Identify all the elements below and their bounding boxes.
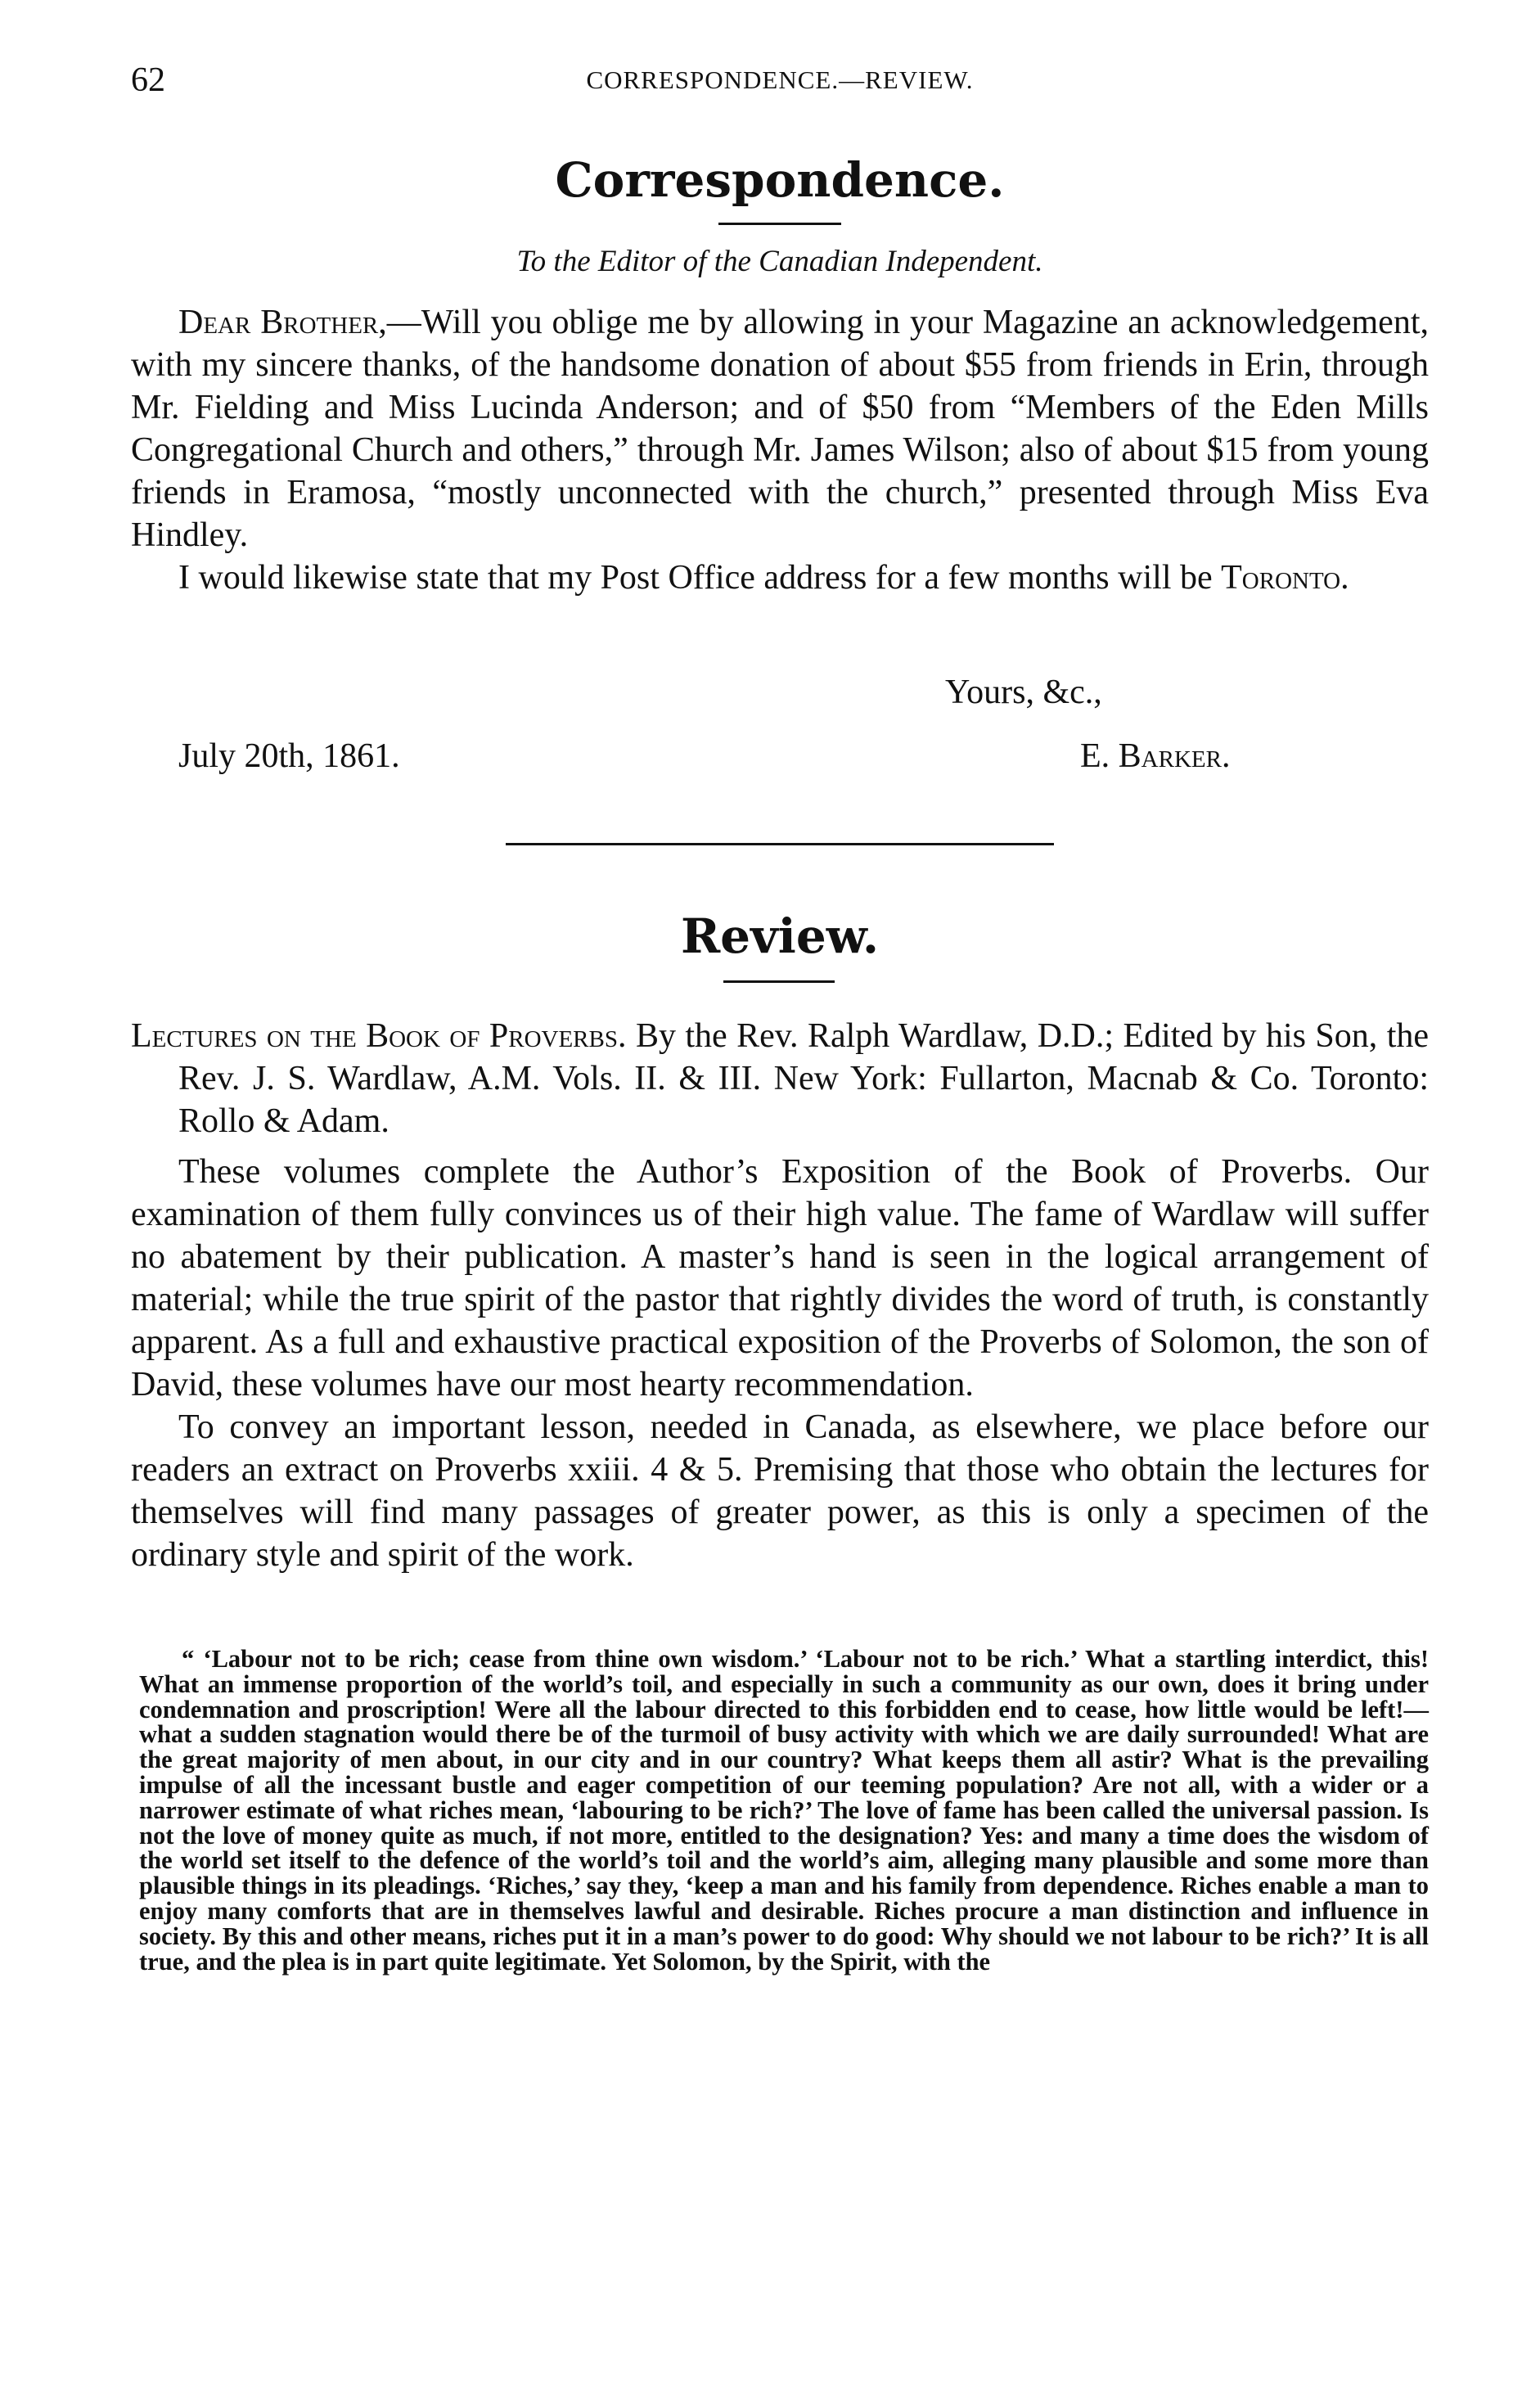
post-office-place: Toronto. [1221,559,1349,597]
signature-name: Barker. [1118,737,1231,775]
review-body [131,1151,1429,1576]
letter-closing: Yours, &c., [945,674,1102,711]
heading-underline [718,223,841,225]
running-header [131,61,1429,110]
review-heading: Review. [680,908,880,964]
letter-date: July 20th, 1861. [178,737,400,775]
review-paragraph-1: These volumes complete the Author’s Exposition of the Book of Proverbs. Our examination of them fully convinces us of their high value. The fame of Wardlaw will suffer no abatement by their publication. A master’s hand is seen in the logical arrangement of material; while the true spirit of the pastor that rightly divides the word of truth, is constantly apparent. As a full and exhaustive practical exposition of the Proverbs of Solomon, the son of David, these volumes have our most hearty recommendation. [131,1153,1429,1404]
letter-paragraph-1 [131,301,1429,556]
book-title: Lectures on the Book of Proverbs. [131,1017,627,1055]
letter-signature [1080,737,1230,776]
letter-paragraph-2 [131,556,1429,599]
extract-quotation [139,1647,1429,1974]
section-divider [506,843,1054,845]
review-book-entry [131,1015,1429,1142]
to-editor-line: To the Editor of the Canadian Independent. [516,245,1043,278]
review-heading-underline [723,980,835,983]
letter-text-2: I would likewise state that my Post Office address for a few months will be [178,559,1213,597]
quotation-text: “ ‘Labour not to be rich; cease from thine own wisdom.’ ‘Labour not to be rich.’ What a startling interdict, this! What an immense proportion of the world’s toil, and especially in such a community as our own, does it bring under condemnation and proscription! Were all the labour directed to this forbidden end to cease, how little would be left!—what a sudden stagnation would there be of the turmoil of busy activity with which we are daily surrounded! What are the great majority of men about, in our city and in our country? What keeps them all astir? What is the prevailing impulse of all the incessant bustle and eager competition of our teeming population? Are not all, with a wider or a narrower estimate of what riches mean, ‘labouring to be rich?’ The love of fame has been called the universal passion. Is not the love of money quite as much, if not more, entitled to the designation? Yes: and many a time does the wisdom of the world set itself to the defence of the world’s toil and the world’s aim, alleging many plausible and some more than plausible things in its pleadings. ‘Riches,’ say they, ‘keep a man and his family from dependence. Riches enable a man to enjoy many comforts that are in themselves lawful and desirable. Riches procure a man distinction and influence in society. By this and other means, riches put it in a man’s power to do good: Why should we not labour to be rich?’ It is all true, and the plea is in part quite legitimate. Yet Solomon, by the Spirit, with the [139,1645,1429,1976]
salutation: Dear Brother, [178,304,387,341]
letter-text-1: —Will you oblige me by allowing in your Magazine an acknowledgement, with my sincere thanks, of the handsome donation of about $55 from friends in Erin, through Mr. Fielding and Miss Lucinda Anderson; and of $50 from “Members of the Eden Mills Congregational Church and others,” through Mr. James Wilson; also of about $15 from young friends in Eramosa, “mostly unconnected with the church,” presented through Miss Eva Hindley. [131,304,1429,554]
letter-body [131,301,1429,599]
page-number: 62 [131,61,165,99]
signature-initial: E. [1080,737,1110,775]
book-details: By the Rev. Ralph Wardlaw, D.D.; Edited by his Son, the Rev. J. S. Wardlaw, A.M. Vols. II. & III. New York: Fullarton, Macnab & Co. Toronto: Rollo & Adam. [178,1017,1430,1140]
running-title: CORRESPONDENCE.—REVIEW. [586,65,974,94]
review-paragraph-2: To convey an important lesson, needed in Canada, as elsewhere, we place before our readers an extract on Proverbs xxiii. 4 & 5. Premising that those who obtain the lectures for themselves will find many passages of greater power, as this is only a specimen of the ordinary style and spirit of the work. [131,1408,1429,1574]
correspondence-heading: Correspondence. [555,152,1005,208]
